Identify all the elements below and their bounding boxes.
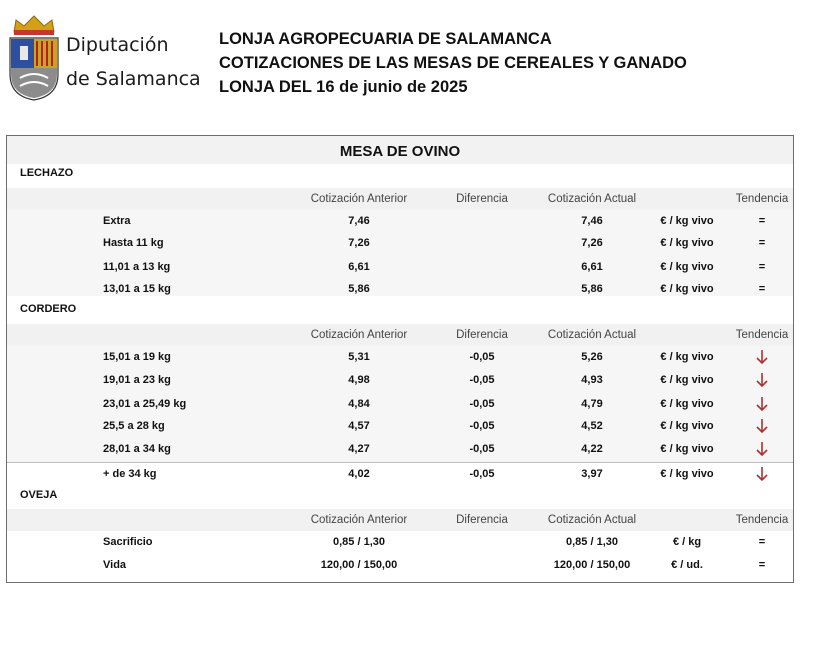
row-diferencia: -0,05 bbox=[469, 443, 495, 455]
down-arrow-icon bbox=[756, 396, 768, 412]
down-arrow-icon bbox=[756, 466, 768, 482]
column-header-anterior: Cotización Anterior bbox=[310, 329, 408, 341]
row-unit: € / kg vivo bbox=[660, 215, 714, 227]
logo-line-2: de Salamanca bbox=[66, 68, 201, 90]
section-label-cordero: CORDERO bbox=[20, 303, 77, 315]
row-unit: € / kg vivo bbox=[660, 261, 714, 273]
table-row bbox=[7, 554, 793, 576]
table-row bbox=[7, 438, 793, 460]
table-row bbox=[7, 256, 793, 278]
row-cotizacion-actual: 4,79 bbox=[581, 398, 603, 410]
row-diferencia: -0,05 bbox=[469, 351, 495, 363]
row-tendencia: = bbox=[758, 536, 766, 548]
row-cotizacion-actual: 4,22 bbox=[581, 443, 603, 455]
row-tendencia: = bbox=[758, 261, 766, 273]
column-header-tendencia: Tendencia bbox=[735, 329, 789, 341]
row-name: Extra bbox=[103, 215, 131, 227]
row-unit: € / kg vivo bbox=[660, 420, 714, 432]
row-cotizacion-anterior: 7,46 bbox=[348, 215, 370, 227]
row-unit: € / kg vivo bbox=[660, 468, 714, 480]
row-cotizacion-anterior: 7,26 bbox=[348, 237, 370, 249]
row-tendencia bbox=[727, 438, 797, 460]
row-cotizacion-actual: 5,86 bbox=[581, 283, 603, 295]
column-header-row bbox=[7, 188, 793, 210]
table-title-row bbox=[7, 136, 793, 164]
row-tendencia: = bbox=[758, 237, 766, 249]
row-unit: € / kg vivo bbox=[660, 374, 714, 386]
column-header-tendencia: Tendencia bbox=[735, 193, 789, 205]
row-tendencia bbox=[727, 369, 797, 391]
row-cotizacion-actual: 7,26 bbox=[581, 237, 603, 249]
row-unit: € / kg vivo bbox=[660, 237, 714, 249]
row-diferencia: -0,05 bbox=[469, 420, 495, 432]
table-row bbox=[7, 462, 793, 485]
row-tendencia: = bbox=[758, 283, 766, 295]
table-row bbox=[7, 531, 793, 553]
row-cotizacion-anterior: 4,57 bbox=[348, 420, 370, 432]
row-unit: € / ud. bbox=[671, 559, 703, 571]
row-name: 25,5 a 28 kg bbox=[103, 420, 165, 432]
row-tendencia: = bbox=[758, 215, 766, 227]
row-name: Vida bbox=[103, 559, 127, 571]
row-name: 11,01 a 13 kg bbox=[103, 261, 171, 273]
coat-of-arms-icon bbox=[6, 12, 62, 102]
down-arrow-icon bbox=[756, 441, 768, 457]
row-name: 28,01 a 34 kg bbox=[103, 443, 171, 455]
column-header-actual: Cotización Actual bbox=[547, 193, 637, 205]
row-cotizacion-anterior: 120,00 / 150,00 bbox=[320, 559, 398, 571]
row-tendencia bbox=[727, 463, 797, 485]
row-tendencia bbox=[727, 393, 797, 415]
table-row bbox=[7, 369, 793, 391]
row-name: 15,01 a 19 kg bbox=[103, 351, 171, 363]
row-cotizacion-anterior: 0,85 / 1,30 bbox=[333, 536, 385, 548]
row-cotizacion-actual: 0,85 / 1,30 bbox=[566, 536, 618, 548]
row-tendencia: = bbox=[758, 559, 766, 571]
ovino-table bbox=[6, 135, 794, 583]
column-header-diferencia: Diferencia bbox=[456, 329, 508, 341]
row-unit: € / kg vivo bbox=[660, 351, 714, 363]
row-diferencia: -0,05 bbox=[469, 374, 495, 386]
down-arrow-icon bbox=[756, 372, 768, 388]
row-cotizacion-anterior: 6,61 bbox=[348, 261, 370, 273]
row-cotizacion-anterior: 5,86 bbox=[348, 283, 370, 295]
row-name: 19,01 a 23 kg bbox=[103, 374, 171, 386]
row-name: 23,01 a 25,49 kg bbox=[103, 398, 187, 410]
row-unit: € / kg vivo bbox=[660, 443, 714, 455]
table-row bbox=[7, 415, 793, 437]
column-header-actual: Cotización Actual bbox=[547, 514, 637, 526]
row-name: Hasta 11 kg bbox=[103, 237, 164, 249]
row-diferencia: -0,05 bbox=[469, 398, 495, 410]
row-tendencia bbox=[727, 346, 797, 368]
row-cotizacion-actual: 7,46 bbox=[581, 215, 603, 227]
down-arrow-icon bbox=[756, 418, 768, 434]
row-cotizacion-anterior: 4,02 bbox=[348, 468, 370, 480]
header-line-3: LONJA DEL 16 de junio de 2025 bbox=[219, 78, 468, 96]
table-row bbox=[7, 210, 793, 232]
row-name: 13,01 a 15 kg bbox=[103, 283, 171, 295]
diputacion-logo bbox=[6, 12, 201, 104]
column-header-diferencia: Diferencia bbox=[456, 514, 508, 526]
row-unit: € / kg vivo bbox=[660, 283, 714, 295]
row-unit: € / kg bbox=[672, 536, 702, 548]
column-header-row bbox=[7, 509, 793, 531]
row-diferencia: -0,05 bbox=[469, 468, 495, 480]
column-header-tendencia: Tendencia bbox=[735, 514, 789, 526]
table-row bbox=[7, 346, 793, 368]
column-header-actual: Cotización Actual bbox=[547, 329, 637, 341]
row-cotizacion-anterior: 4,84 bbox=[348, 398, 370, 410]
section-label-oveja: OVEJA bbox=[20, 489, 58, 501]
table-title: MESA DE OVINO bbox=[339, 143, 461, 160]
column-header-anterior: Cotización Anterior bbox=[310, 193, 408, 205]
table-row bbox=[7, 232, 793, 254]
row-name: Sacrificio bbox=[103, 536, 153, 548]
row-cotizacion-actual: 5,26 bbox=[581, 351, 603, 363]
row-cotizacion-actual: 6,61 bbox=[581, 261, 603, 273]
header-line-2: COTIZACIONES DE LAS MESAS DE CEREALES Y GANADO bbox=[219, 54, 687, 72]
row-cotizacion-actual: 120,00 / 150,00 bbox=[553, 559, 631, 571]
down-arrow-icon bbox=[756, 349, 768, 365]
document-header bbox=[219, 27, 687, 99]
header-line-1: LONJA AGROPECUARIA DE SALAMANCA bbox=[219, 30, 552, 48]
row-name: + de 34 kg bbox=[103, 468, 157, 480]
table-row bbox=[7, 278, 793, 300]
section-label-lechazo: LECHAZO bbox=[20, 167, 74, 179]
row-cotizacion-anterior: 4,27 bbox=[348, 443, 370, 455]
row-cotizacion-actual: 4,93 bbox=[581, 374, 603, 386]
row-cotizacion-anterior: 5,31 bbox=[348, 351, 370, 363]
row-tendencia bbox=[727, 415, 797, 437]
row-cotizacion-anterior: 4,98 bbox=[348, 374, 370, 386]
table-row bbox=[7, 393, 793, 415]
column-header-anterior: Cotización Anterior bbox=[310, 514, 408, 526]
logo-line-1: Diputación bbox=[66, 34, 169, 56]
column-header-diferencia: Diferencia bbox=[456, 193, 508, 205]
row-cotizacion-actual: 3,97 bbox=[581, 468, 603, 480]
row-cotizacion-actual: 4,52 bbox=[581, 420, 603, 432]
row-unit: € / kg vivo bbox=[660, 398, 714, 410]
column-header-row bbox=[7, 324, 793, 346]
